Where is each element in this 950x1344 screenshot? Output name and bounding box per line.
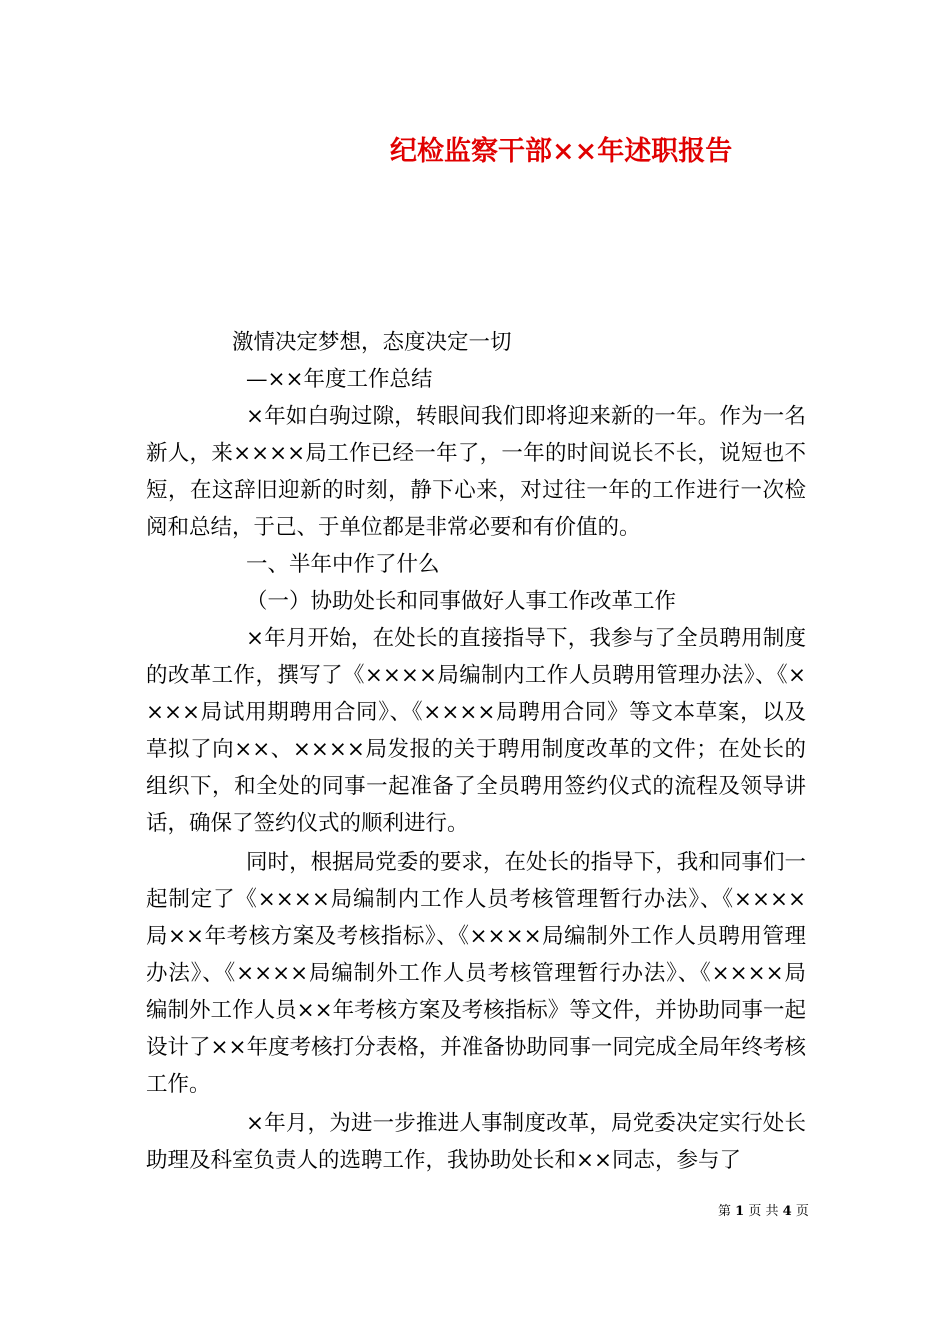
section-heading-1: 一、半年中作了什么 (246, 552, 440, 577)
footer-suffix: 页 (795, 1204, 809, 1219)
body-paragraph-1: ×年月开始，在处长的直接指导下，我参与了全员聘用制度的改革工作，撰写了《××××局编制内工作人员聘用管理办法》、《××××局试用期聘用合同》、《××××局聘用合同》等文本草案，以及草拟了向××、××××局发报的关于聘用制度改革的文件；在处长的组织下，和全处的同事一起准备了全员聘用签约仪式的流程及领导讲话，确保了签约仪式的顺利进行。 (146, 626, 806, 836)
subsection-heading-1-1: （一）协助处长和同事做好人事工作改革工作 (246, 589, 677, 614)
footer-middle: 页 共 (748, 1204, 779, 1219)
intro-paragraph: ×年如白驹过隙，转眼间我们即将迎来新的一年。作为一名新人，来××××局工作已经一年了，一年的时间说长不长，说短也不短，在这辞旧迎新的时刻，静下心来，对过往一年的工作进行一次检阅和总结，于己、于单位都是非常必要和有价值的。 (146, 404, 806, 540)
body-paragraph-2: 同时，根据局党委的要求，在处长的指导下，我和同事们一起制定了《××××局编制内工作人员考核管理暂行办法》、《××××局××年考核方案及考核指标》、《××××局编制外工作人员聘用管理办法》、《××××局编制外工作人员考核管理暂行办法》、《××××局编制外工作人员××年考核方案及考核指标》等文件，并协助同事一起设计了××年度考核打分表格，并准备协助同事一同完成全局年终考核工作。 (146, 850, 806, 1097)
subtitle-slogan: 激情决定梦想，态度决定一切 (232, 330, 512, 355)
footer-total-pages: 4 (782, 1204, 792, 1219)
body-paragraph-3: ×年月，为进一步推进人事制度改革，局党委决定实行处长助理及科室负责人的选聘工作，我协助处长和××同志，参与了 (146, 1111, 806, 1173)
page-footer (718, 1202, 809, 1222)
footer-page-number: 1 (735, 1204, 745, 1219)
document-body (146, 324, 806, 1179)
subtitle-summary: —××年度工作总结 (246, 367, 433, 392)
footer-prefix: 第 (718, 1204, 732, 1219)
document-title: 纪检监察干部××年述职报告 (390, 136, 733, 167)
